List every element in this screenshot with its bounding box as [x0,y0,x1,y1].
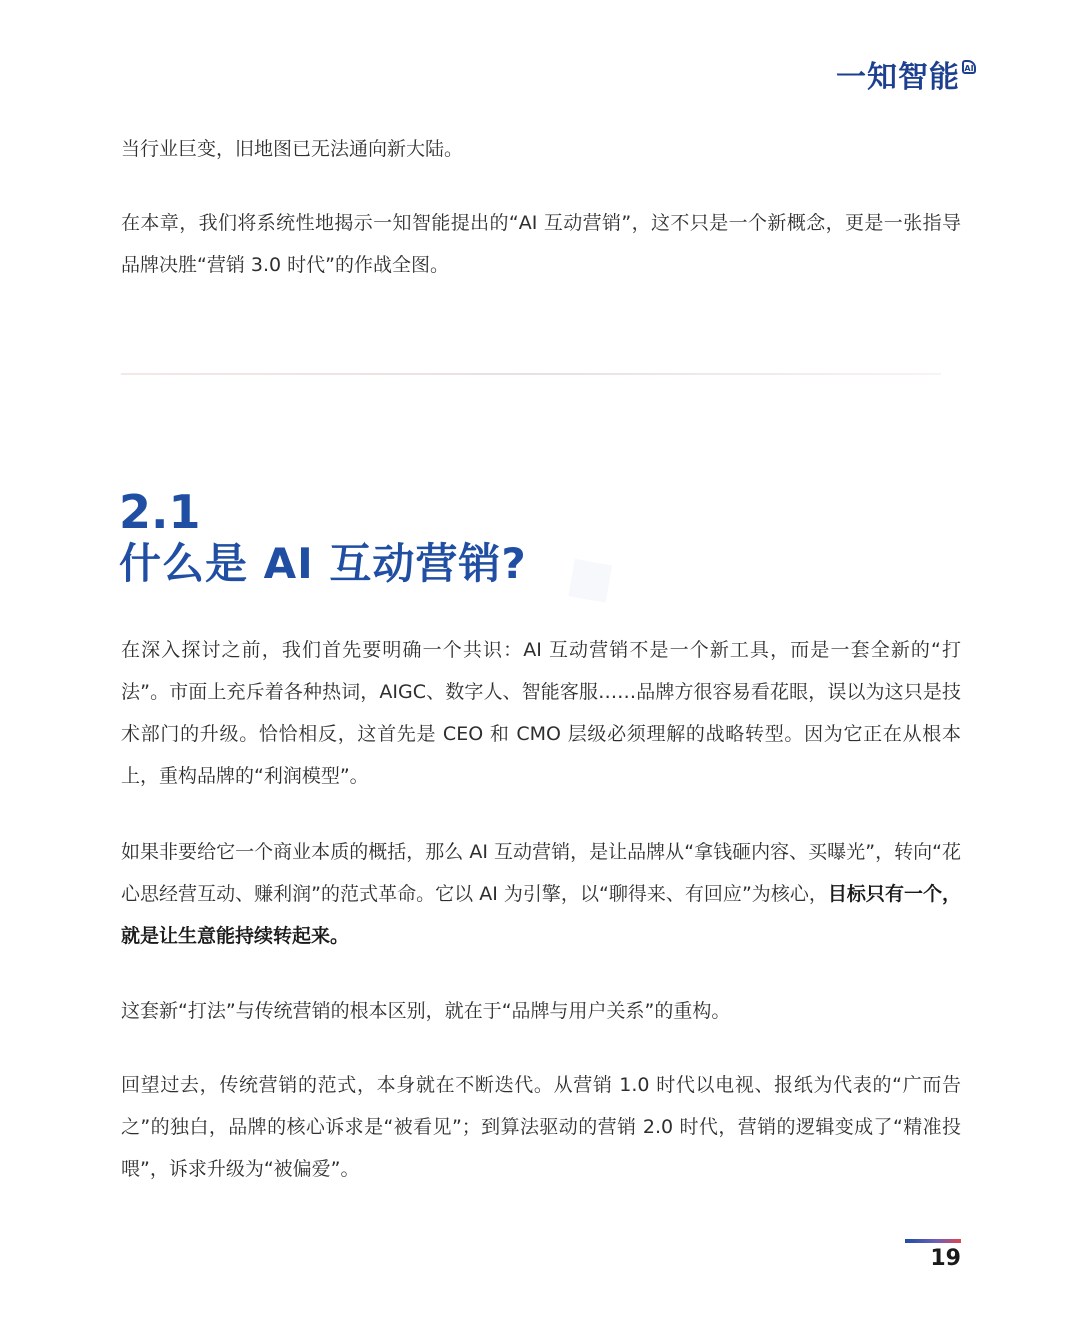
intro-text-2: 在本章，我们将系统性地揭示一知智能提出的“AI 互动营销”，这不只是一个新概念，更是一张指导品牌决胜“营销 3.0 时代”的作战全图。 [121,212,961,276]
body-paragraph-2 [121,831,961,957]
body-paragraph-4 [121,1064,961,1190]
section-title: 什么是 AI 互动营销? [119,539,527,588]
intro-paragraph-1 [121,128,961,170]
section-divider [121,373,941,375]
watermark-logo [541,527,632,625]
body-text-1: 在深入探讨之前，我们首先要明确一个共识：AI 互动营销不是一个新工具，而是一套全新的“打法”。市面上充斥着各种热词，AIGC、数字人、智能客服……品牌方很容易看花眼，误以为这只是技术部门的升级。恰恰相反，这首先是 CEO 和 CMO 层级必须理解的战略转型。因为它正在从根本上，重构品牌的“利润模型”。 [121,639,961,787]
page-number-accent-bar [905,1239,961,1243]
body-paragraph-3 [121,990,961,1032]
body-text-4: 回望过去，传统营销的范式，本身就在不断迭代。从营销 1.0 时代以电视、报纸为代表的“广而告之”的独白，品牌的核心诉求是“被看见”；到算法驱动的营销 2.0 时代，营销的逻辑变成了“精准投喂”，诉求升级为“被偏爱”。 [121,1074,961,1180]
body-text-2-emphasis: 目标只有一个，就是让生意能持续转起来。 [121,883,961,947]
logo-ai-badge-icon: AI [962,60,976,74]
body-paragraph-1 [121,629,961,797]
page-number: 19 [930,1246,961,1271]
section-number: 2.1 [119,485,201,539]
body-text-2-normal: 如果非要给它一个商业本质的概括，那么 AI 互动营销，是让品牌从“拿钱砸内容、买曝光”，转向“花心思经营互动、赚利润”的范式革命。它以 AI 为引擎，以“聊得来、有回应”为核心， [121,841,961,905]
brand-logo [836,58,976,98]
logo-text: 一知智能 [836,60,960,95]
intro-text-1: 当行业巨变，旧地图已无法通向新大陆。 [121,138,464,160]
body-text-3: 这套新“打法”与传统营销的根本区别，就在于“品牌与用户关系”的重构。 [121,1000,731,1022]
body-text-2 [121,831,961,957]
intro-paragraph-2 [121,202,961,286]
